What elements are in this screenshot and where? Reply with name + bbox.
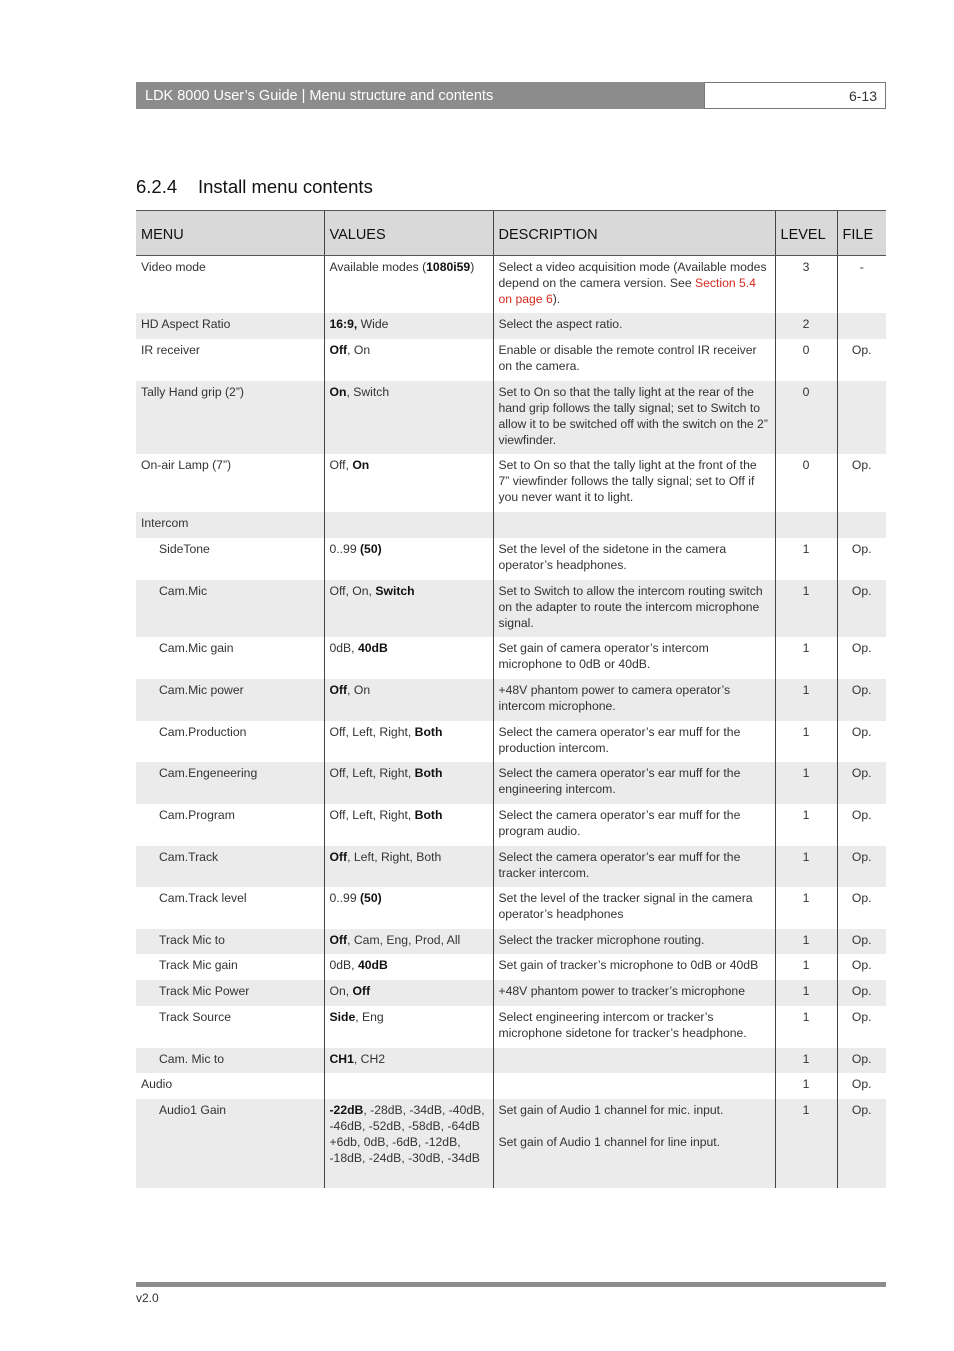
description-text: Select the camera operator’s ear muff for the engineering intercom. [498, 765, 741, 796]
table-row [136, 538, 886, 580]
value-default: Both [414, 765, 443, 780]
cell-menu: IR receiver [141, 342, 200, 357]
footer-version: v2.0 [136, 1291, 159, 1305]
value-default: 16:9, [329, 316, 358, 331]
cell-menu: Track Mic gain [159, 957, 238, 972]
value-default: Off [329, 682, 348, 697]
cell-menu: Cam.Mic power [136, 679, 324, 721]
cell-file: Op. [837, 762, 886, 804]
cell-values [324, 313, 493, 339]
cell-menu: Track Source [159, 1009, 232, 1024]
value-text: , -28dB, -34dB, -40dB, -46dB, -52dB, -58dB, -64dB [329, 1102, 485, 1133]
cell-menu: Video mode [141, 260, 206, 274]
cell-values [324, 637, 493, 679]
cell-file: Op. [837, 637, 886, 679]
value-default: Off [352, 983, 371, 998]
value-text: , CH2 [353, 1051, 386, 1066]
col-header-description: DESCRIPTION [493, 211, 775, 256]
cell-values [324, 256, 493, 313]
description-text: Select a video acquisition mode (Available modes depend on the camera version. See [498, 260, 767, 290]
value-default: Off [329, 932, 348, 947]
description-text: Set the level of the sidetone in the camera operator’s headphones. [498, 541, 727, 572]
cell-level: 0 [775, 454, 837, 512]
table-row [136, 637, 886, 679]
value-text: , Eng [355, 1009, 384, 1024]
value-text: Off, [329, 457, 353, 472]
cell-file: Op. [837, 1099, 886, 1188]
cell-file: Op. [837, 454, 886, 512]
col-header-menu: MENU [136, 211, 324, 256]
table-row [136, 954, 886, 980]
table-row [136, 1048, 886, 1073]
value-default: 40dB [357, 957, 388, 972]
cell-description [493, 313, 775, 339]
cell-level: 1 [775, 762, 837, 804]
cell-description [493, 256, 775, 313]
cell-menu: On-air Lamp (7”) [141, 457, 232, 472]
value-text: ) [470, 260, 475, 274]
cell-level: 1 [775, 887, 837, 929]
cell-values [324, 762, 493, 804]
cell-file: Op. [837, 1006, 886, 1048]
value-default: Switch [375, 583, 415, 598]
cell-file: - [837, 256, 886, 313]
cell-menu: Track Mic Power [136, 980, 324, 1006]
cell-file: Op. [837, 929, 886, 954]
cell-level: 1 [775, 580, 837, 637]
value-text: , Left, Right, Both [347, 849, 442, 864]
cell-description [493, 804, 775, 846]
description-text: +48V phantom power to camera operator’s intercom microphone. [498, 682, 731, 713]
cell-menu: HD Aspect Ratio [136, 313, 324, 339]
description-text: Set gain of camera operator’s intercom microphone to 0dB or 40dB. [498, 640, 709, 671]
cell-values [324, 804, 493, 846]
table-row [136, 846, 886, 887]
cell-description [493, 538, 775, 580]
section-title: Install menu contents [198, 176, 373, 197]
cell-values [324, 454, 493, 512]
cell-description [493, 1006, 775, 1048]
cell-file: Op. [837, 887, 886, 929]
cell-description [493, 929, 775, 954]
value-text: 0dB, [329, 640, 358, 655]
cell-file: Op. [837, 980, 886, 1006]
cell-values [324, 512, 493, 538]
value-text: Off, Left, Right, [329, 807, 415, 822]
value-default: On [352, 457, 370, 472]
cell-menu: Cam.Track level [159, 890, 247, 905]
table-row [136, 512, 886, 538]
description-text: Set to Switch to allow the intercom routing switch on the adapter to route the intercom microphone signal. [498, 583, 763, 630]
table-row [136, 313, 886, 339]
cell-level: 1 [775, 954, 837, 980]
value-text: Off, On, [329, 583, 376, 598]
cell-level: 1 [775, 1048, 837, 1073]
table-row [136, 721, 886, 762]
cell-level [775, 512, 837, 538]
value-default: Side [329, 1009, 356, 1024]
cell-menu: Tally Hand grip (2”) [136, 381, 324, 454]
description-text: Select the camera operator’s ear muff for the tracker intercom. [498, 849, 741, 880]
table-header-row [136, 211, 886, 256]
table-row [136, 381, 886, 454]
table-row [136, 580, 886, 637]
value-text: , On [347, 682, 371, 697]
cell-file: Op. [837, 1048, 886, 1073]
cell-level: 2 [775, 313, 837, 339]
cell-file: Op. [837, 721, 886, 762]
value-default: Both [414, 724, 443, 739]
cell-values [324, 721, 493, 762]
cell-file: Op. [837, 538, 886, 580]
value-default: Both [414, 807, 443, 822]
cell-values [324, 339, 493, 381]
cell-description [493, 454, 775, 512]
cell-file: Op. [837, 1073, 886, 1099]
cell-description [493, 1048, 775, 1073]
cell-file: Op. [837, 679, 886, 721]
cell-menu: Track Mic to [136, 929, 324, 954]
table-row [136, 887, 886, 929]
value-text: +6db, 0dB, -6dB, -12dB, -18dB, -24dB, -30dB, -34dB [329, 1134, 480, 1165]
value-text: Available modes ( [329, 260, 427, 274]
cell-level: 1 [775, 538, 837, 580]
value-text: 0..99 [329, 890, 360, 905]
value-text: Wide [357, 316, 389, 331]
value-text: , Cam, Eng, Prod, All [347, 932, 461, 947]
description-text: Set to On so that the tally light at the front of the 7” viewfinder follows the tally signal; set to Off if you never want it to light. [498, 457, 757, 504]
description-text: Set to On so that the tally light at the rear of the hand grip follows the tally signal; set to Switch to allow it to be switched off with the switch on the 2” viewfinder. [498, 384, 768, 447]
cell-menu: Intercom [136, 512, 324, 538]
table-row [136, 762, 886, 804]
cell-level: 1 [775, 846, 837, 887]
table-row [136, 929, 886, 954]
value-text: Off, Left, Right, [329, 765, 415, 780]
cell-description [493, 580, 775, 637]
col-header-values: VALUES [324, 211, 493, 256]
col-header-level: LEVEL [775, 211, 837, 256]
section-heading [136, 176, 373, 198]
table-row [136, 679, 886, 721]
value-text: On, [329, 983, 353, 998]
description-text: Enable or disable the remote control IR receiver on the camera. [498, 342, 757, 373]
cell-description [493, 846, 775, 887]
value-text: 0dB, [329, 957, 358, 972]
value-default: (50) [360, 890, 382, 905]
cell-level: 1 [775, 1006, 837, 1048]
cell-values [324, 980, 493, 1006]
cell-values [324, 580, 493, 637]
cell-menu: Cam.Production [159, 724, 247, 739]
cell-values [324, 846, 493, 887]
cell-file: Op. [837, 339, 886, 381]
section-number: 6.2.4 [136, 176, 178, 197]
cell-menu: Audio [141, 1076, 173, 1091]
cell-file [837, 313, 886, 339]
cell-description [493, 512, 775, 538]
cell-values [324, 381, 493, 454]
cell-description [493, 679, 775, 721]
cell-values [324, 929, 493, 954]
value-default: 1080i59 [426, 260, 471, 274]
cell-description [493, 1099, 775, 1188]
description-text: Select engineering intercom or tracker’s microphone sidetone for tracker’s headphone. [498, 1009, 747, 1040]
description-text: ). [552, 292, 561, 306]
value-default: CH1 [329, 1051, 354, 1066]
value-text: 0..99 [329, 541, 360, 556]
cell-values [324, 1048, 493, 1073]
value-default: On [329, 384, 347, 399]
cell-file: Op. [837, 804, 886, 846]
table-row [136, 980, 886, 1006]
cell-menu: Cam.Track [136, 846, 324, 887]
page-number: 6-13 [704, 82, 886, 109]
cell-values [324, 1006, 493, 1048]
description-text: Select the camera operator’s ear muff for the program audio. [498, 807, 741, 838]
cell-level: 1 [775, 637, 837, 679]
value-default: 40dB [357, 640, 388, 655]
cell-values [324, 887, 493, 929]
description-text: Set gain of Audio 1 channel for line input. [498, 1134, 721, 1149]
table-row [136, 1006, 886, 1048]
cell-values [324, 538, 493, 580]
description-text: Set gain of Audio 1 channel for mic. input. [498, 1102, 724, 1117]
cell-description [493, 980, 775, 1006]
description-text: Select the tracker microphone routing. [498, 932, 705, 947]
cell-description [493, 721, 775, 762]
table-row [136, 339, 886, 381]
description-text: Select the aspect ratio. [498, 316, 623, 331]
cell-file: Op. [837, 580, 886, 637]
cell-level: 1 [775, 1099, 837, 1188]
cell-menu: Cam. Mic to [136, 1048, 324, 1073]
cell-description [493, 381, 775, 454]
cell-description [493, 954, 775, 980]
cell-values [324, 679, 493, 721]
cell-menu: Cam.Mic gain [159, 640, 234, 655]
table-row [136, 256, 886, 313]
cell-description [493, 339, 775, 381]
cell-level: 1 [775, 980, 837, 1006]
value-default: Off [329, 849, 348, 864]
install-menu-table [136, 210, 886, 1188]
value-default: Off [329, 342, 348, 357]
cell-values [324, 1099, 493, 1188]
cell-level: 1 [775, 1073, 837, 1099]
cell-menu: Cam.Mic [136, 580, 324, 637]
cell-file: Op. [837, 846, 886, 887]
cell-file [837, 381, 886, 454]
cell-level: 1 [775, 804, 837, 846]
value-text: , On [347, 342, 371, 357]
table-row [136, 804, 886, 846]
cell-level: 3 [775, 256, 837, 313]
cell-description [493, 637, 775, 679]
cell-menu: Cam.Program [159, 807, 235, 822]
cell-menu: SideTone [159, 541, 210, 556]
description-text: Select the camera operator’s ear muff for the production intercom. [498, 724, 741, 755]
description-text: Set the level of the tracker signal in the camera operator’s headphones [498, 890, 753, 921]
table-row [136, 1073, 886, 1099]
cell-file: Op. [837, 954, 886, 980]
col-header-file: FILE [837, 211, 886, 256]
table-row [136, 1099, 886, 1188]
cell-menu: Audio1 Gain [136, 1099, 324, 1188]
cell-menu: Cam.Engeneering [136, 762, 324, 804]
cell-file [837, 512, 886, 538]
value-text: , Switch [346, 384, 390, 399]
description-text: Set gain of tracker’s microphone to 0dB or 40dB [498, 957, 759, 972]
table-row [136, 454, 886, 512]
value-default: (50) [360, 541, 382, 556]
cell-level: 0 [775, 339, 837, 381]
cell-description [493, 887, 775, 929]
cell-level: 1 [775, 721, 837, 762]
cell-level: 0 [775, 381, 837, 454]
value-default: -22dB [329, 1102, 364, 1117]
value-text: Off, Left, Right, [329, 724, 415, 739]
cell-description [493, 762, 775, 804]
cell-description [493, 1073, 775, 1099]
cell-values [324, 1073, 493, 1099]
cell-level: 1 [775, 929, 837, 954]
footer-rule [136, 1282, 886, 1287]
cell-level: 1 [775, 679, 837, 721]
description-text: +48V phantom power to tracker’s microphone [498, 983, 745, 998]
cross-reference-link[interactable]: Section 5.4 on page 6 [498, 276, 756, 306]
cell-values [324, 954, 493, 980]
running-header-title: LDK 8000 User’s Guide | Menu structure and contents [136, 82, 704, 109]
